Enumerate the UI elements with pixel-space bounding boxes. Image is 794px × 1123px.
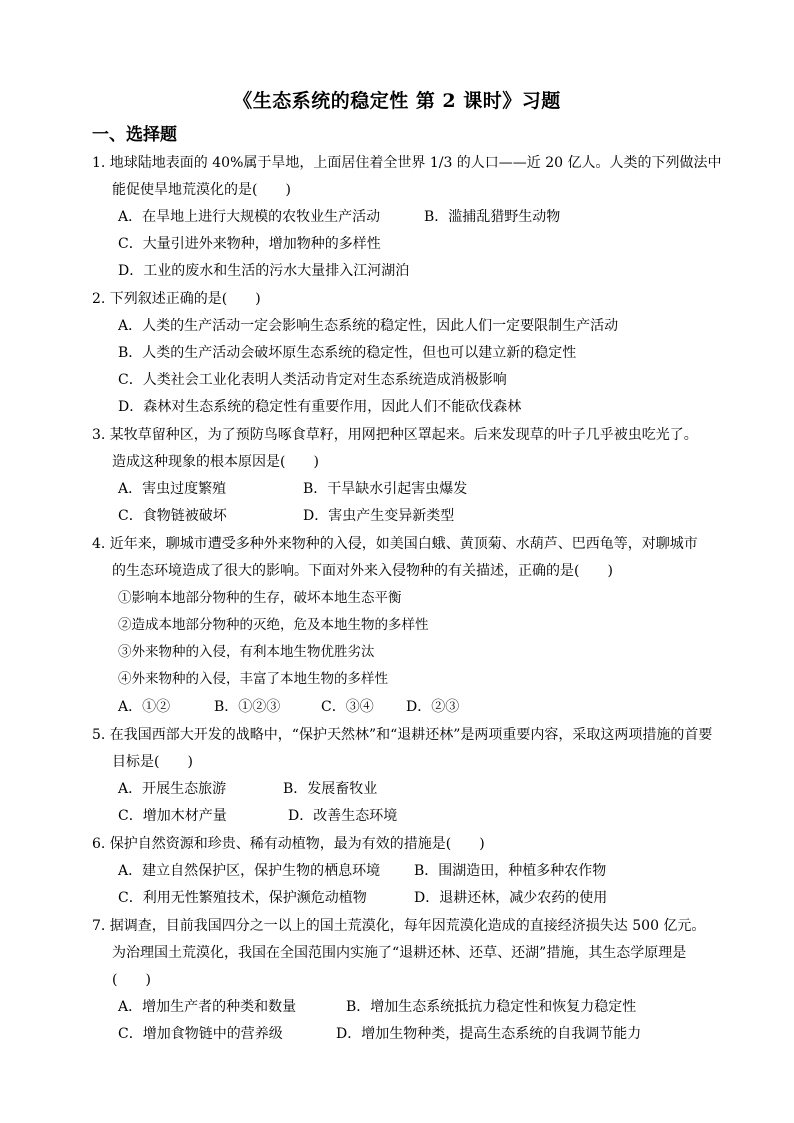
q5-option-b: B．发展畜牧业 (283, 781, 378, 797)
q7-stem-blank: ( ) (112, 972, 151, 988)
q6-stem: 6. 保护自然资源和珍贵、稀有动植物，最为有效的措施是( ) (92, 836, 485, 852)
q3-option-b: B．干旱缺水引起害虫爆发 (303, 481, 468, 497)
q4-statement-3: ③外来物种的入侵，有利本地生物优胜劣汰 (118, 644, 375, 660)
q4-option-c: C．③④ (321, 699, 374, 715)
q5-option-c: C．增加木材产量 (118, 808, 227, 824)
q4-statement-2: ②造成本地部分物种的灭绝，危及本地生物的多样性 (118, 617, 429, 633)
q5-stem-cont: 目标是( ) (112, 754, 193, 770)
q3-option-a: A．害虫过度繁殖 (118, 481, 227, 497)
q2-option-b: B．人类的生产活动会破坏原生态系统的稳定性，但也可以建立新的稳定性 (118, 345, 577, 361)
q3-stem-cont: 造成这种现象的根本原因是( ) (112, 454, 319, 470)
q4-option-b: B．①②③ (214, 699, 281, 715)
q6-option-b: B．围湖造田，种植多种农作物 (414, 863, 607, 879)
q2-option-c: C．人类社会工业化表明人类活动肯定对生态系统造成消极影响 (118, 372, 507, 388)
q1-stem: 1. 地球陆地表面的 40%属于旱地，上面居住着全世界 1/3 的人口——近 20 亿人。人类的下列做法中 (92, 155, 722, 171)
q1-option-b: B．滥捕乱猎野生动物 (424, 209, 561, 225)
q4-option-a: A．①② (118, 699, 171, 715)
q6-option-c: C．利用无性繁殖技术，保护濒危动植物 (118, 890, 367, 906)
q7-option-b: B．增加生态系统抵抗力稳定性和恢复力稳定性 (346, 999, 637, 1015)
section-heading: 一、选择题 (92, 125, 177, 145)
q1-option-c: C．大量引进外来物种，增加物种的多样性 (118, 236, 381, 252)
q2-option-d: D．森林对生态系统的稳定性有重要作用，因此人们不能砍伐森林 (118, 399, 522, 415)
q7-option-d: D．增加生物种类，提高生态系统的自我调节能力 (336, 1026, 642, 1042)
q7-option-a: A．增加生产者的种类和数量 (118, 999, 297, 1015)
q7-stem-cont: 为治理国土荒漠化，我国在全国范围内实施了“退耕还林、还草、还湖”措施，其生态学原理是 (112, 945, 687, 961)
q4-stem-cont: 的生态环境造成了很大的影响。下面对外来入侵物种的有关描述，正确的是( ) (112, 563, 613, 579)
q4-statement-1: ①影响本地部分物种的生存，破坏本地生态平衡 (118, 590, 402, 606)
q7-stem: 7. 据调查，目前我国四分之一以上的国土荒漠化，每年因荒漠化造成的直接经济损失达 500 亿元。 (92, 918, 706, 934)
q3-stem: 3. 某牧草留种区，为了预防鸟啄食草籽，用网把种区罩起来。后来发现草的叶子几乎被虫吃光了。 (92, 427, 698, 443)
q6-option-d: D．退耕还林，减少农药的使用 (414, 890, 608, 906)
q7-option-c: C．增加食物链中的营养级 (118, 1026, 283, 1042)
q1-stem-cont: 能促使旱地荒漠化的是( ) (112, 182, 291, 198)
q6-option-a: A．建立自然保护区，保护生物的栖息环境 (118, 863, 381, 879)
q3-option-d: D．害虫产生变异新类型 (303, 508, 455, 524)
q2-option-a: A．人类的生产活动一定会影响生态系统的稳定性，因此人们一定要限制生产活动 (118, 318, 619, 334)
q5-option-a: A．开展生态旅游 (118, 781, 227, 797)
q4-stem: 4. 近年来，聊城市遭受多种外来物种的入侵，如美国白蛾、黄顶菊、水葫芦、巴西龟等，对聊城市 (92, 536, 698, 552)
q3-option-c: C．食物链被破坏 (118, 508, 227, 524)
q4-option-d: D．②③ (406, 699, 460, 715)
q1-option-d: D．工业的废水和生活的污水大量排入江河湖泊 (118, 263, 410, 279)
q5-option-d: D．改善生态环境 (288, 808, 398, 824)
q4-statement-4: ④外来物种的入侵，丰富了本地生物的多样性 (118, 671, 388, 687)
q1-option-a: A．在旱地上进行大规模的农牧业生产活动 (118, 209, 381, 225)
q5-stem: 5. 在我国西部大开发的战略中，“保护天然林”和“退耕还林”是两项重要内容，采取这两项措施的首要 (92, 727, 713, 743)
page-title: 《生态系统的稳定性 第 2 课时》习题 (233, 90, 561, 112)
q2-stem: 2. 下列叙述正确的是( ) (92, 291, 261, 307)
